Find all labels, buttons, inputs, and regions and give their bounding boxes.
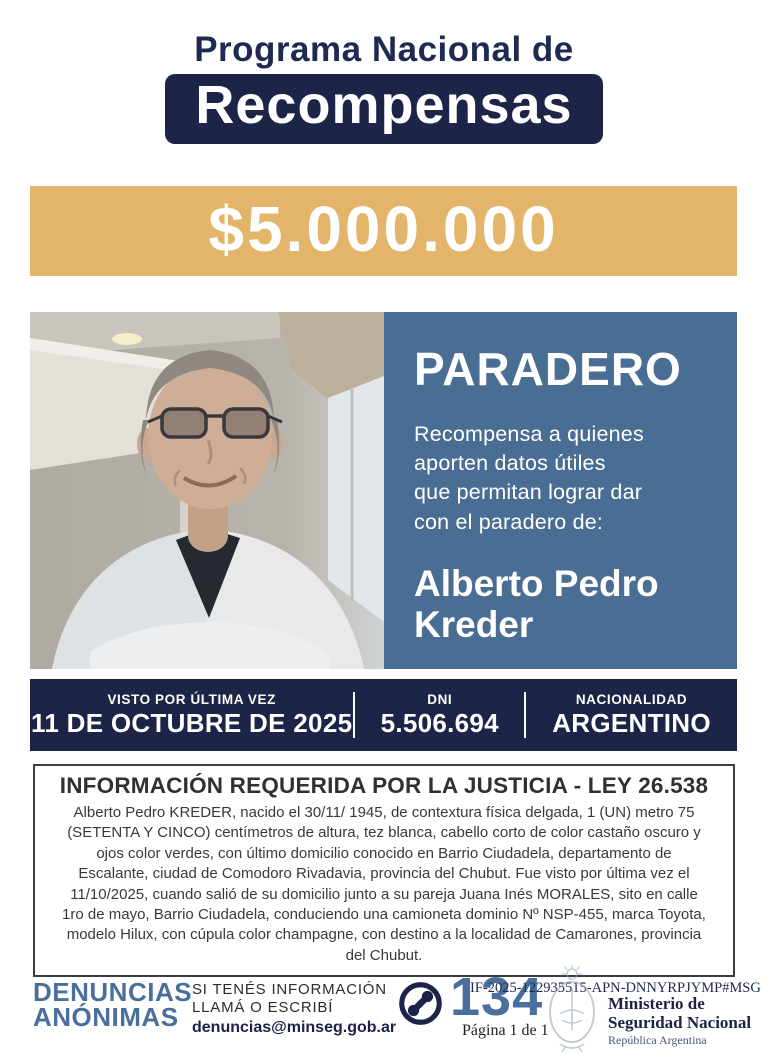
person-photo — [30, 312, 384, 669]
contact-line2: LLAMÁ O ESCRIBÍ — [192, 999, 334, 1016]
contact-line1: SI TENÉS INFORMACIÓN — [192, 981, 387, 998]
case-description — [414, 420, 721, 537]
ministry-name-line1: Ministerio de — [608, 994, 705, 1013]
case-description-line: que permitan lograr dar — [414, 480, 643, 505]
program-title-line2: Recompensas — [165, 74, 602, 144]
program-title-line1: Programa Nacional de — [194, 30, 574, 69]
poster-header — [0, 0, 768, 144]
case-type-heading: PARADERO — [414, 343, 682, 395]
ministry-subtitle: República Argentina — [608, 1033, 707, 1048]
fact-label: DNI — [427, 691, 453, 707]
argentina-coat-of-arms-icon — [540, 964, 604, 1056]
hotline-number: 134 — [450, 967, 544, 1027]
case-description-line: aporten datos útiles — [414, 451, 606, 476]
contact-block — [192, 981, 396, 1037]
person-photo-illustration — [30, 312, 384, 669]
anonymous-reports-line2: ANÓNIMAS — [33, 1002, 179, 1033]
phone-icon — [398, 981, 443, 1026]
anonymous-reports-label — [33, 977, 193, 1033]
fact-last-seen — [30, 692, 353, 739]
legal-title: INFORMACIÓN REQUERIDA POR LA JUSTICIA - LEY 26.538 — [59, 773, 709, 798]
document-id: IF-2025-122935515-APN-DNNYRPJYMP#MSG — [470, 980, 761, 996]
anonymous-reports-line1: DENUNCIAS — [33, 977, 193, 1007]
facts-band — [30, 679, 737, 751]
fact-value: ARGENTINO — [552, 707, 711, 738]
reward-band — [30, 186, 737, 276]
fact-nationality — [526, 692, 737, 739]
case-description-line: Recompensa a quienes — [414, 422, 644, 446]
fact-dni — [355, 692, 524, 739]
person-name: Alberto Pedro Kreder — [414, 562, 659, 646]
ministry-name-line2: Seguridad Nacional — [608, 1013, 752, 1033]
case-section — [30, 312, 737, 669]
fact-label: NACIONALIDAD — [575, 691, 688, 707]
case-description-line: con el paradero de: — [414, 509, 604, 534]
reward-amount: $5.000.000 — [208, 193, 559, 265]
poster-footer — [0, 968, 768, 1058]
ministry-signature — [608, 994, 751, 1048]
case-panel — [384, 312, 737, 669]
fact-value: 5.506.694 — [380, 707, 499, 738]
fact-label: VISTO POR ÚLTIMA VEZ — [107, 691, 276, 707]
fact-value: 11 DE OCTUBRE DE 2025 — [31, 707, 353, 738]
legal-body: Alberto Pedro KREDER, nacido el 30/11/ 1945, de contextura física delgada, 1 (UN) metro 75 (SETENTA Y CINCO) centímetros de altura, tez blanca, cabello corto de color castaño oscuro y ojos color verdes, con último domicilio conocido en Barrio Ciudadela, departamento de Escalante, ciudad de Comodoro Rivadavia, provincia del Chubut. Fue visto por última vez el 11/10/2025, cuando salió de su domicilio junto a su pareja Juana Inés MORALES, sito en calle 1ro de mayo, Barrio Ciudadela, conduciendo una camioneta dominio Nº NSP-455, marca Toyota, modelo Hilux, con cúpula color champagne, con destino a la localidad de Camarones, provincia del Chubut. — [62, 804, 706, 964]
contact-email: denuncias@minseg.gob.ar — [192, 1019, 397, 1036]
page-indicator: Página 1 de 1 — [462, 1022, 549, 1039]
legal-info-box — [33, 764, 735, 977]
